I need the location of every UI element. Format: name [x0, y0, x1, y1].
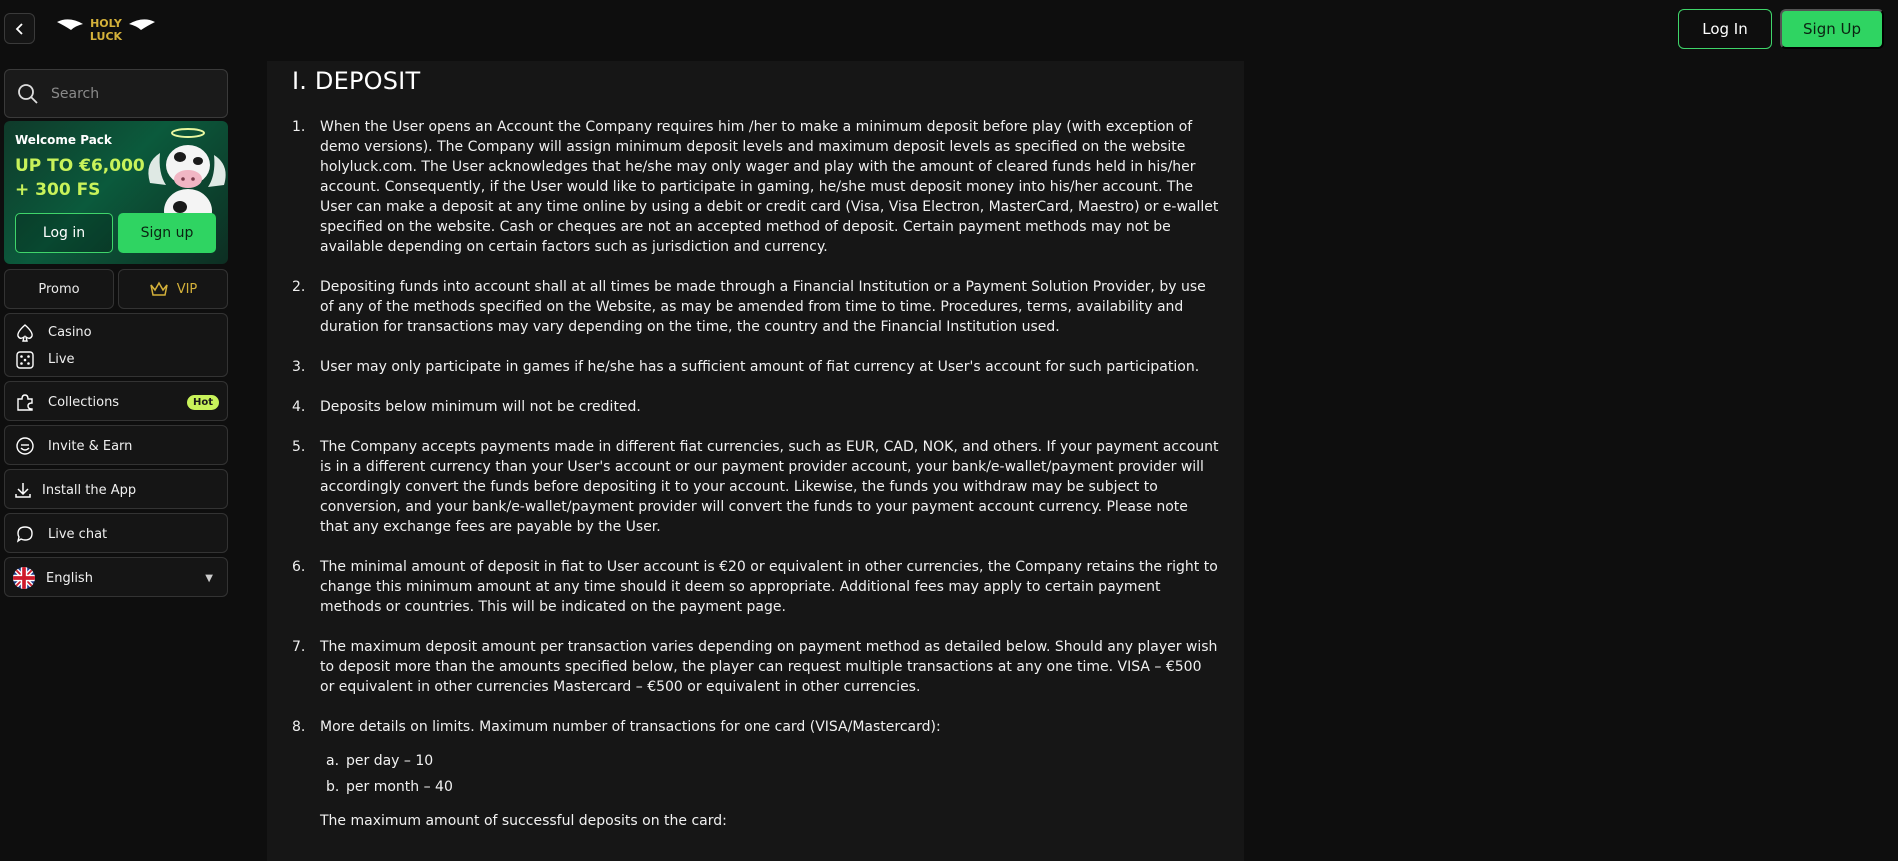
sidebar-item-label: Live chat [48, 526, 108, 542]
sub-item-letter: b. [326, 779, 340, 795]
sub-item-letter: a. [326, 753, 340, 769]
sub-list-item [326, 751, 1220, 771]
svg-text:LUCK: LUCK [89, 30, 123, 43]
sidebar-item-live[interactable] [5, 346, 227, 373]
terms-content [267, 61, 1244, 861]
term-item [292, 117, 1220, 257]
term-number: 3. [292, 359, 306, 375]
section-title: I. DEPOSIT [292, 67, 421, 95]
term-item [292, 717, 1220, 737]
spade-icon [14, 322, 36, 344]
smile-icon [14, 435, 36, 457]
chevron-left-icon [14, 23, 26, 35]
term-text: Depositing funds into account shall at all times be made through a Financial Institution or a Payment Solution Provider, by use of any of the methods specified on the Website, as may be amended from time to time. Procedures, terms, availability and duration for transactions may vary depending on the time, the country and the Financial Institution used. [320, 279, 1206, 335]
term-item [292, 357, 1220, 377]
sidebar-item-label: Collections [48, 394, 120, 410]
term-item [292, 557, 1220, 617]
welcome-pack-title: Welcome Pack [15, 133, 112, 147]
term-number: 2. [292, 279, 306, 295]
header-signup-button[interactable]: Sign Up [1780, 9, 1884, 49]
term-number: 4. [292, 399, 306, 415]
search-icon [17, 83, 39, 105]
promo-button[interactable] [4, 269, 114, 309]
games-nav [4, 313, 228, 377]
holy-luck-logo-art [55, 14, 157, 44]
welcome-pack-amount-line2: + 300 FS [15, 180, 101, 200]
sidebar-item-label: Install the App [42, 482, 137, 498]
caret-down-icon: ▼ [205, 572, 213, 584]
term-number: 1. [292, 119, 306, 135]
term-number: 6. [292, 559, 306, 575]
dice-icon [14, 349, 36, 371]
uk-flag-icon [13, 567, 35, 589]
term-number: 8. [292, 719, 306, 735]
welcome-pack-card[interactable] [4, 121, 228, 264]
sidebar-item-label: Invite & Earn [48, 438, 133, 454]
sub-item-text: per month – 40 [346, 779, 453, 795]
chat-bubble-icon [14, 523, 36, 545]
term-item [292, 637, 1220, 697]
welcome-pack-amount [15, 154, 145, 202]
term-text: User may only participate in games if he/she has a sufficient amount of fiat currency at User's account for such participation. [320, 359, 1200, 375]
promo-login-button[interactable]: Log in [15, 213, 113, 253]
term-text: More details on limits. Maximum number of transactions for one card (VISA/Mastercard): [320, 719, 941, 735]
search-box[interactable] [4, 69, 228, 118]
promo-label: Promo [38, 281, 80, 297]
back-button[interactable] [4, 13, 35, 44]
term-item [292, 277, 1220, 337]
sidebar-item-collections[interactable] [4, 381, 228, 421]
term-text: The minimal amount of deposit in fiat to User account is €20 or equivalent in other currencies, the Company retains the right to change this minimum amount at any time should it deem so appropriate. Additional fees may apply to certain payment methods or countries. This will be indicated on the payment page. [320, 559, 1218, 615]
sidebar-item-casino[interactable] [5, 319, 227, 346]
sub-item-text: per day – 10 [346, 753, 434, 769]
download-icon [12, 479, 34, 501]
puzzle-icon [14, 391, 36, 413]
vip-button[interactable] [118, 269, 228, 309]
promo-signup-button[interactable]: Sign up [118, 213, 216, 253]
sidebar-item-invite[interactable] [4, 425, 228, 465]
svg-text:HOLY: HOLY [90, 17, 122, 30]
term-text: Deposits below minimum will not be credited. [320, 399, 641, 415]
search-input[interactable] [51, 86, 211, 102]
term-item [292, 437, 1220, 537]
term-item [292, 397, 1220, 417]
vip-label: VIP [176, 281, 198, 297]
header-login-button[interactable]: Log In [1678, 9, 1772, 49]
language-selector[interactable] [4, 557, 228, 597]
term-number: 7. [292, 639, 306, 655]
sidebar-item-label: Live [48, 352, 75, 367]
term-text: The Company accepts payments made in different fiat currencies, such as EUR, CAD, NOK, and others. If your payment account is in a different currency than your User's account or our payment provider account, your bank/e-wallet/payment provider will accordingly convert the funds before depositing it to your account. Likewise, the funds you withdraw may be subject to conversion, and your bank/e-wallet/payment provider will convert the funds to your payment account currency. Please note that any exchange fees are payable by the User. [320, 439, 1219, 535]
sidebar-item-label: Casino [48, 325, 92, 340]
logo[interactable] [55, 14, 157, 44]
sidebar-item-install-app[interactable] [4, 469, 228, 509]
sub-list-item [326, 777, 1220, 797]
term-text: When the User opens an Account the Company requires him /her to make a minimum deposit before play (with exception of demo versions). The Company will assign minimum deposit levels and maximum deposit levels as specified on the website holyluck.com. The User acknowledges that he/she may only wager and play with the amount of cleared funds held in his/her account. Consequently, if the User would like to participate in gaming, he/she must deposit money into his/her account. The User can make a deposit at any time online by using a debit or credit card (Visa, Visa Electron, MasterCard, Maestro) or e-wallet specified on the website. Cash or cheques are not an accepted method of deposit. Certain payment methods may not be available depending on certain factors such as jurisdiction and currency. [320, 119, 1219, 255]
sidebar-item-live-chat[interactable] [4, 513, 228, 553]
deposit-limit-note: The maximum amount of successful deposits on the card: [320, 813, 727, 829]
language-label: English [46, 570, 93, 586]
welcome-pack-amount-line1: UP TO €6,000 [15, 156, 145, 176]
term-text: The maximum deposit amount per transaction varies depending on payment method as detailed below. Should any player wish to deposit more than the amounts specified below, the player can request multiple transactions at any one time. VISA – €500 or equivalent in other currencies Mastercard – €500 or equivalent in other currencies. [320, 639, 1218, 695]
hot-badge: Hot [187, 395, 219, 410]
crown-icon [149, 281, 169, 297]
term-number: 5. [292, 439, 306, 455]
